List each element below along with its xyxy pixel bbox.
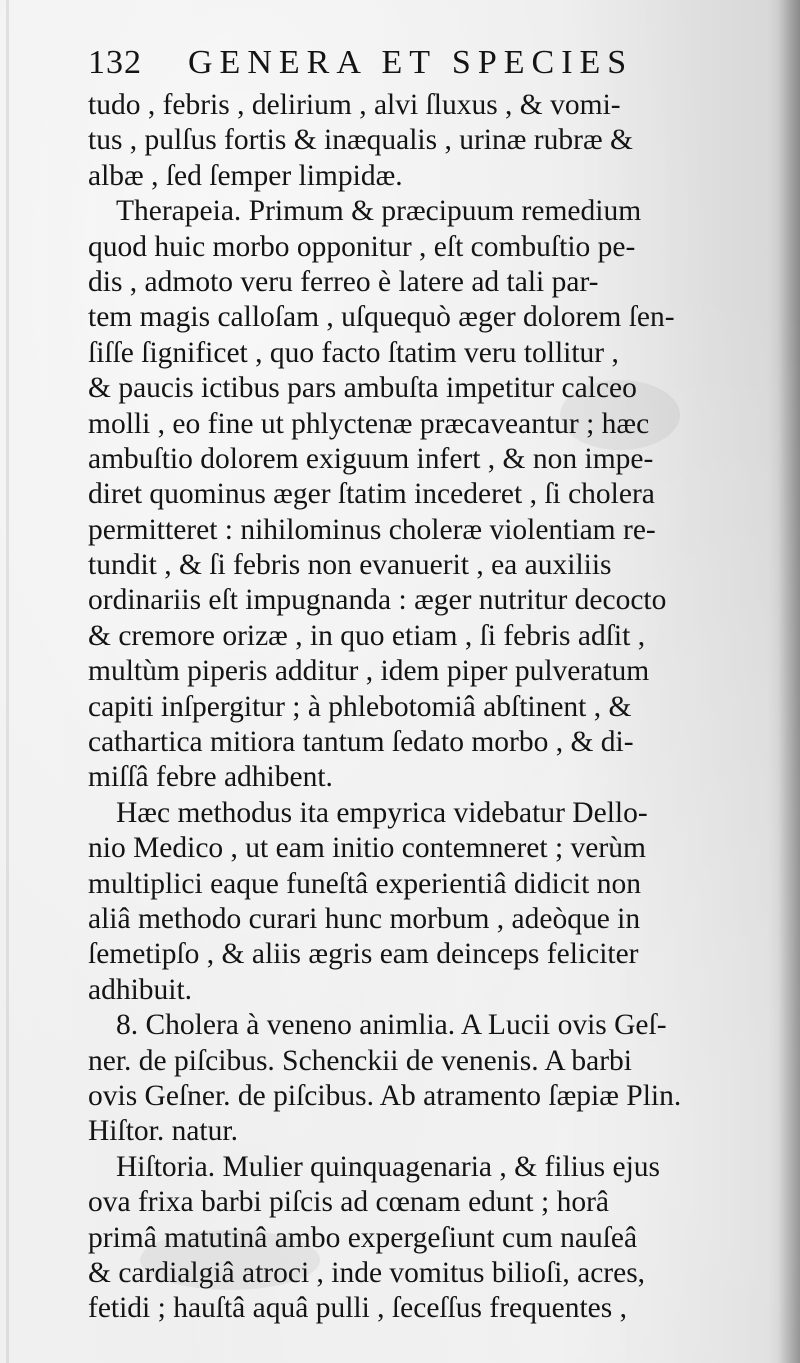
- text-line: & cremore orizæ , in quo etiam , ſi febris adſit ,: [88, 619, 646, 652]
- text-line: fetidi ; hauſtâ aquâ pulli , ſeceſſus frequentes ,: [88, 1292, 628, 1325]
- text-line: ovis Geſner. de piſcibus. Ab atramento ſæpiæ Plin.: [88, 1079, 682, 1112]
- text-line: tudo , febris , delirium , alvi ſluxus , & vomi-: [88, 89, 621, 121]
- text-line: ova frixa barbi piſcis ad cœnam edunt ; horâ: [88, 1186, 609, 1219]
- text-line: diret quominus æger ſtatim incederet , ſi cholera: [88, 478, 655, 511]
- text-line: quod huic morbo opponitur , eſt combuſtio pe-: [88, 230, 636, 263]
- text-line: & paucis ictibus pars ambuſta impetitur calceo: [88, 372, 637, 405]
- text-line: miſſâ febre adhibent.: [88, 761, 333, 794]
- text-line: multiplici eaque funeſtâ experientiâ didicit non: [88, 867, 641, 900]
- text-line: nio Medico , ut eam initio contemneret ; verùm: [88, 832, 646, 865]
- text-line: dis , admoto veru ferreo è latere ad tali par-: [88, 265, 599, 298]
- paragraph-start-line: 8. Cholera à veneno animlia. A Lucii ovis Geſ-: [116, 1009, 667, 1042]
- text-line: ordinariis eſt impugnanda : æger nutritur decocto: [88, 584, 667, 617]
- text-line: multùm piperis additur , idem piper pulveratum: [88, 655, 650, 688]
- text-line: aliâ methodo curari hunc morbum , adeòque in: [88, 902, 641, 935]
- text-line: molli , eo fine ut phlyctenæ præcaveantur ; hæc: [88, 407, 650, 440]
- text-line: adhibuit.: [88, 973, 193, 1006]
- page-header: [88, 42, 768, 86]
- text-line: ambuſtio dolorem exiguum infert , & non impe-: [88, 442, 654, 475]
- text-line: ner. de piſcibus. Schenckii de venenis. A barbi: [88, 1044, 632, 1077]
- page-text: [88, 88, 768, 1327]
- paragraph-start-line: Therapeia. Primum & præcipuum remedium: [116, 195, 642, 228]
- text-line: ſemetipſo , & aliis ægris eam deinceps feliciter: [88, 938, 639, 971]
- text-line: tus , pulſus fortis & inæqualis , urinæ rubræ &: [88, 124, 633, 157]
- text-line: capiti inſpergitur ; à phlebotomiâ abſtinent , &: [88, 690, 632, 723]
- paragraph-start-line: Hæc methodus ita empyrica videbatur Dello-: [116, 796, 648, 829]
- text-line: primâ matutinâ ambo expergeſiunt cum nauſeâ: [88, 1221, 638, 1254]
- running-title: GENERA ET SPECIES: [188, 44, 634, 81]
- text-line: & cardialgiâ atroci , inde vomitus bilioſi, acres,: [88, 1256, 646, 1289]
- text-line: cathartica mitiora tantum ſedato morbo , & di-: [88, 726, 634, 759]
- text-line: permitteret : nihilominus choleræ violentiam re-: [88, 513, 656, 546]
- paragraph-start-line: Hiſtoria. Mulier quinquagenaria , & filius ejus: [116, 1150, 660, 1183]
- text-line: tundit , & ſi febris non evanuerit , ea auxiliis: [88, 549, 612, 582]
- text-line: tem magis calloſam , uſquequò æger dolorem ſen-: [88, 301, 675, 334]
- page-number: 132: [88, 44, 142, 81]
- text-line: albæ , ſed ſemper limpidæ.: [88, 159, 403, 192]
- text-line: Hiſtor. natur.: [88, 1115, 238, 1148]
- text-line: ſiſſe ſignificet , quo facto ſtatim veru tollitur ,: [88, 336, 619, 369]
